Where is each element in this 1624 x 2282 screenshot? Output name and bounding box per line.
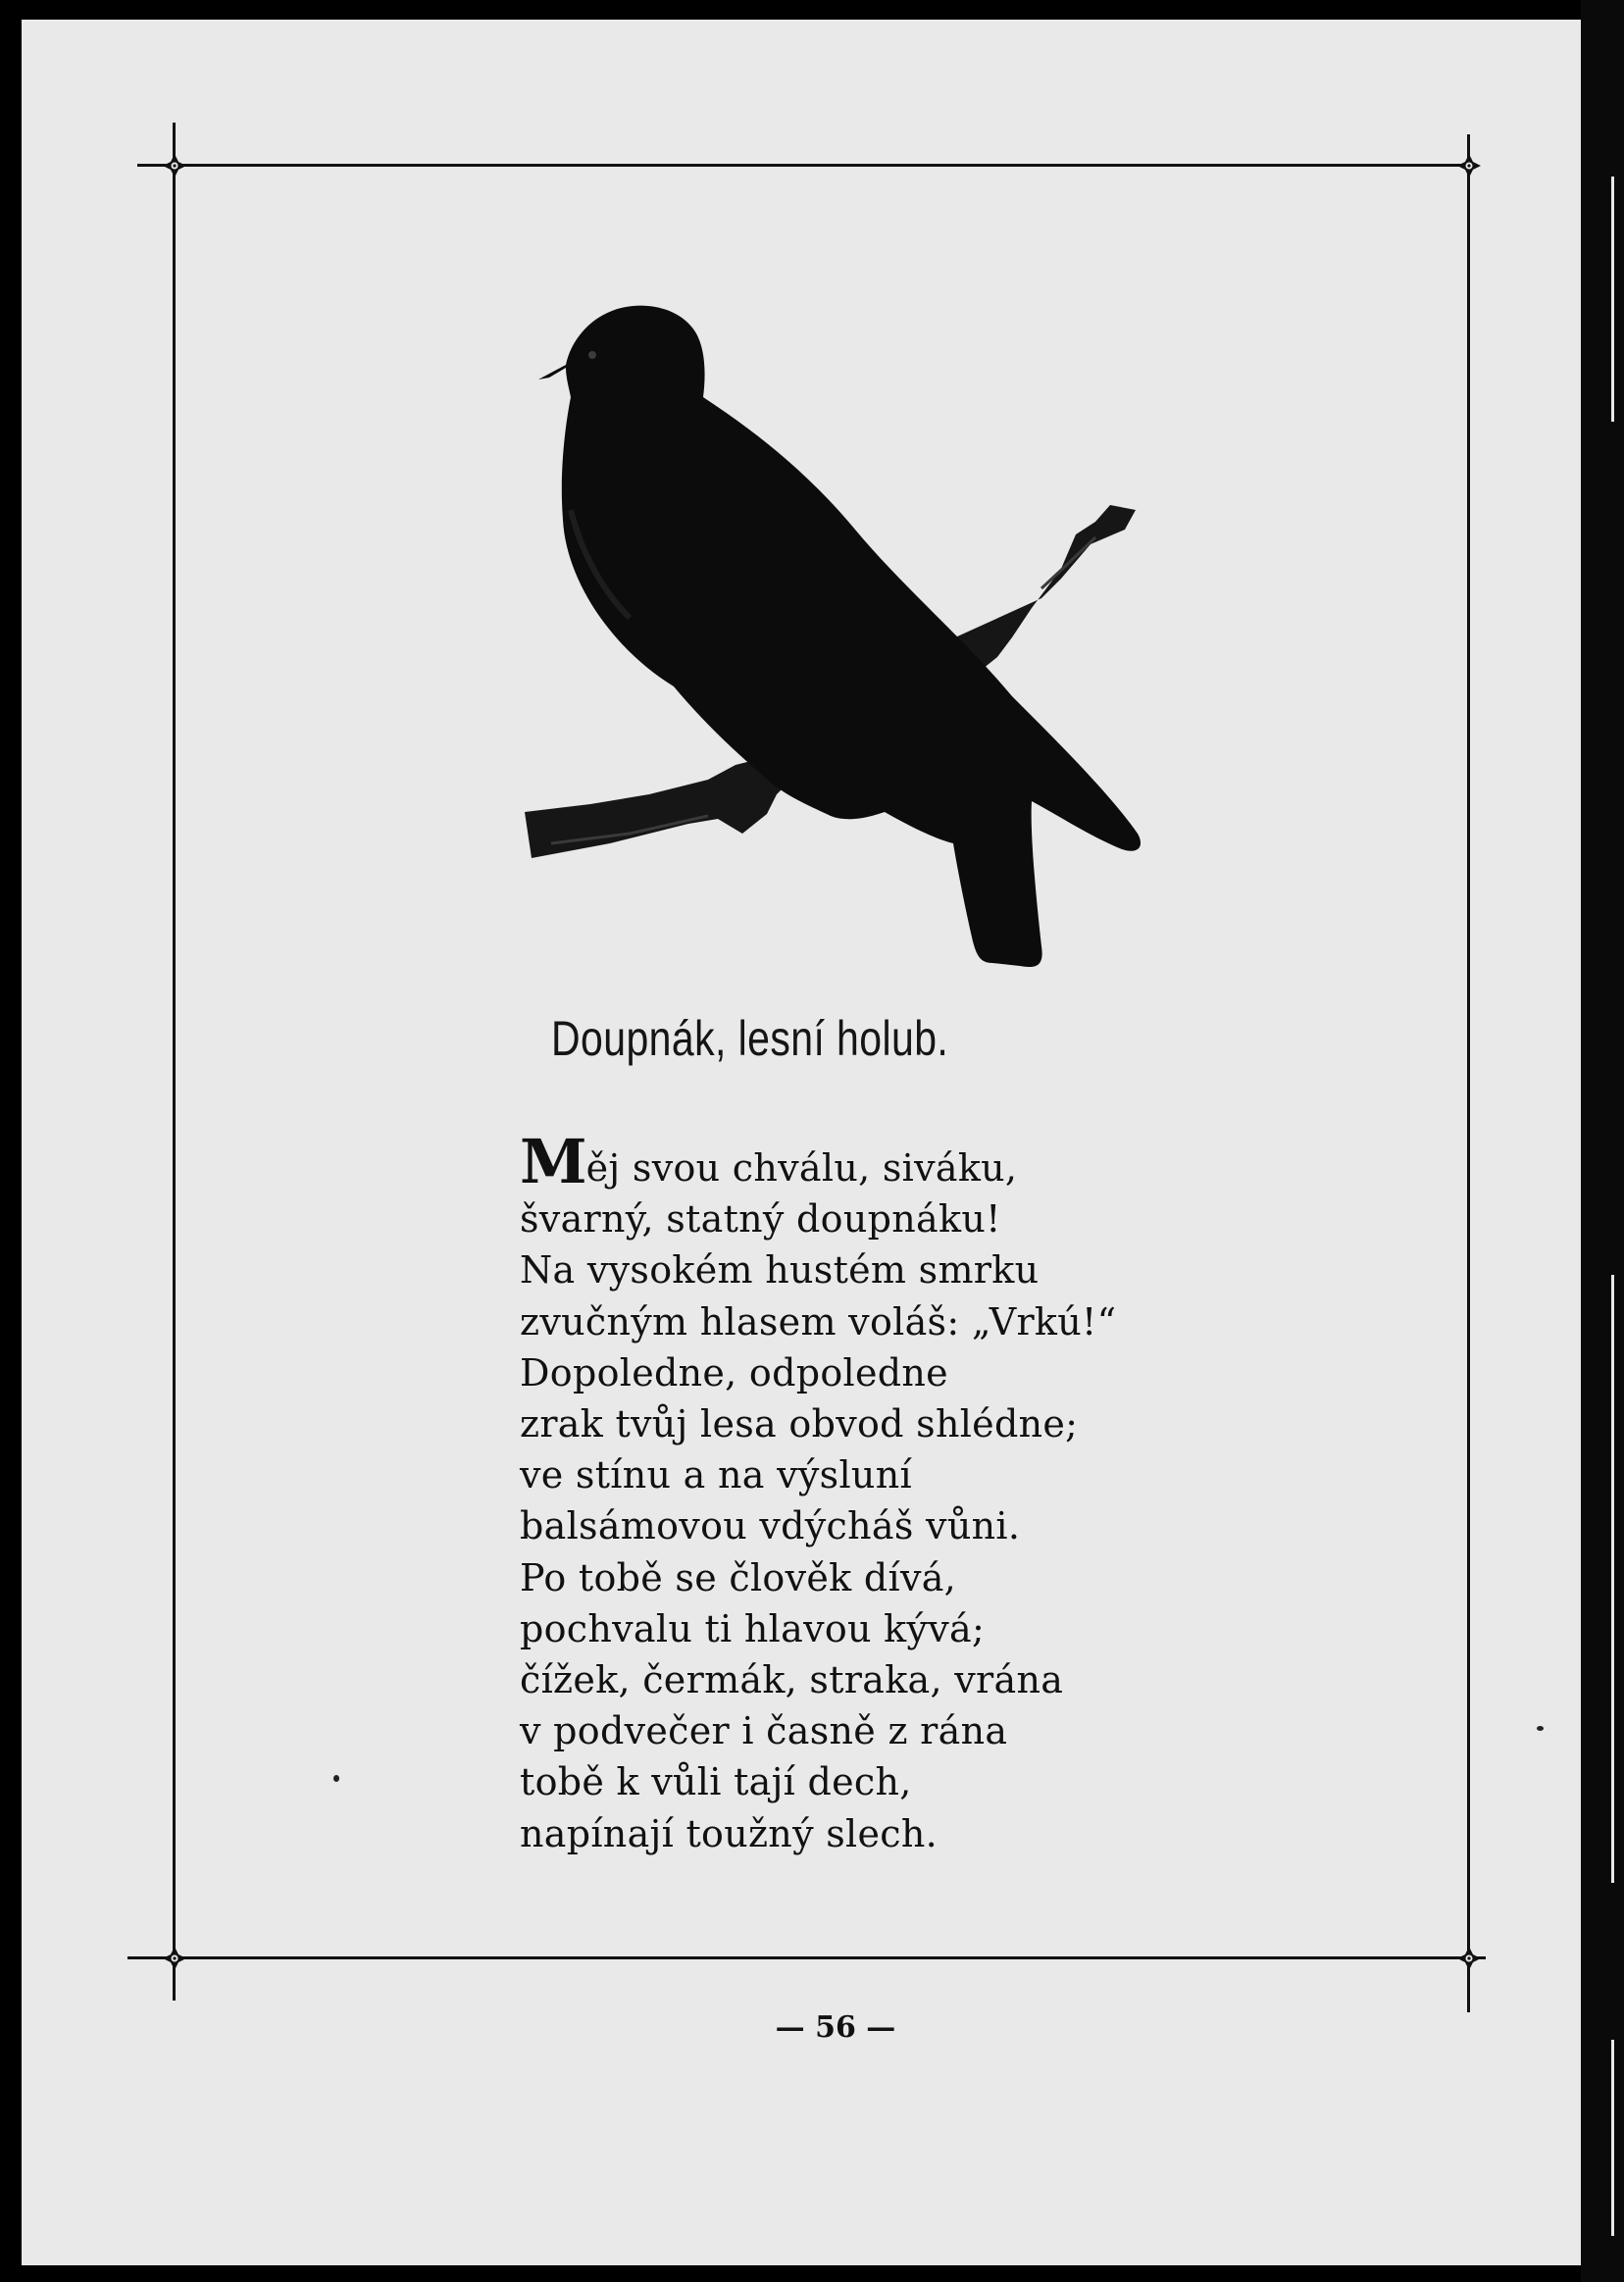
corner-ornament-icon	[1456, 153, 1482, 178]
poem-line: Dopoledne, odpoledne	[520, 1350, 948, 1395]
frame-top-rule	[137, 164, 1463, 167]
frame-bottom-rule	[127, 1956, 1486, 1959]
corner-ornament-icon	[1456, 1946, 1482, 1971]
corner-ornament-icon	[162, 153, 187, 178]
poem-line: zvučným hlasem voláš: „Vrkú!“	[520, 1299, 1117, 1344]
scan-edge-line	[1611, 1275, 1614, 1883]
scan-edge-line	[1611, 177, 1614, 422]
poem-line: balsámovou vdýcháš vůni.	[520, 1504, 1021, 1548]
book-page	[22, 20, 1581, 2265]
drop-cap: M	[520, 1126, 586, 1197]
poem-first-line: ěj svou chválu, siváku,	[585, 1146, 1018, 1190]
poem-line: Na vysokém hustém smrku	[520, 1248, 1040, 1293]
poem-line: pochvalu ti hlavou kývá;	[520, 1606, 986, 1650]
poem-line: švarný, statný doupnáku!	[520, 1197, 1001, 1242]
poem-line	[520, 1126, 1265, 1197]
scan-edge-line	[1611, 2040, 1614, 2236]
scan-edge	[1581, 0, 1624, 2282]
poem-line: čížek, čermák, straka, vrána	[520, 1658, 1064, 1702]
poem-line: zrak tvůj lesa obvod shlédne;	[520, 1402, 1079, 1446]
poem-line: v podvečer i časně z rána	[520, 1709, 1008, 1753]
page-title: Doupnák, lesní holub.	[551, 1011, 949, 1066]
poem-line: tobě k vůli tají dech,	[520, 1760, 912, 1804]
poem-line: Po tobě se člověk dívá,	[520, 1555, 957, 1599]
poem-stanza	[520, 1126, 1265, 1859]
corner-ornament-icon	[162, 1946, 187, 1971]
page-number: — 56 —	[775, 2010, 896, 2045]
wood-pigeon-silhouette-icon	[517, 289, 1169, 995]
poem-line: napínají toužný slech.	[520, 1811, 938, 1855]
poem-line: ve stínu a na výsluní	[520, 1453, 912, 1497]
scan-speck	[333, 1775, 339, 1782]
scan-speck	[1537, 1726, 1544, 1731]
frame-left-rule	[173, 123, 176, 2001]
frame-right-rule	[1467, 134, 1470, 2012]
pigeon-body-shape	[538, 306, 1141, 967]
